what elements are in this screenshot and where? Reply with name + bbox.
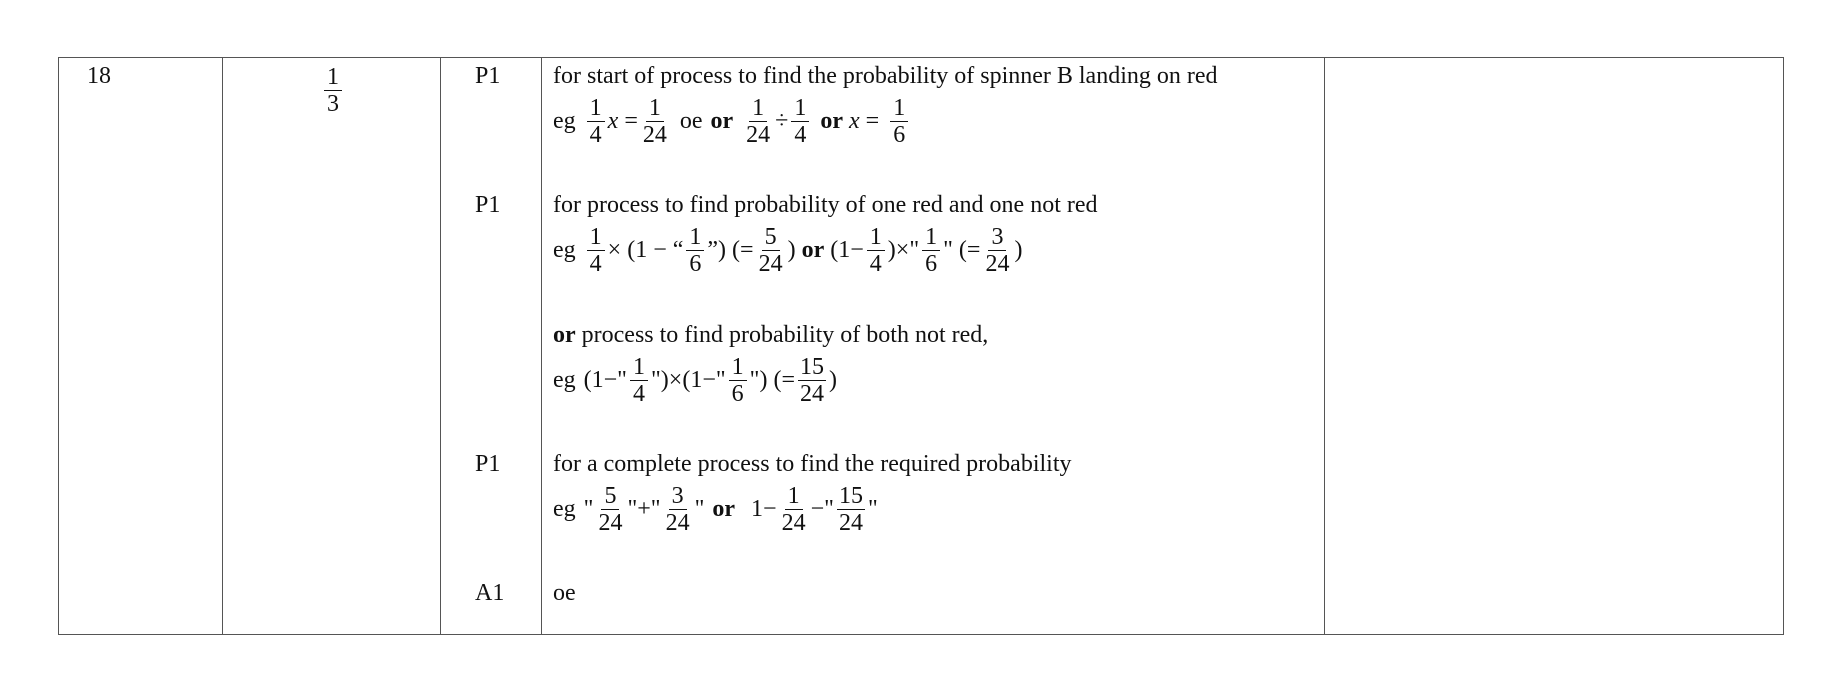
column-divider — [222, 58, 223, 634]
fraction-15-24: $\frac{15}{24}$ — [799, 353, 824, 407]
column-divider — [440, 58, 441, 634]
fraction-1-4: $\frac{1}{4}$ — [630, 354, 648, 407]
fraction-1-24: $\frac{1}{24}$ — [642, 94, 667, 148]
note-one-red-one-not: for process to find probability of one red and one not red — [553, 192, 1098, 218]
fraction-1-6: $\frac{1}{6}$ — [922, 224, 940, 277]
note-a1-oe: oe — [553, 580, 576, 606]
fraction-1-24: $\frac{1}{24}$ — [746, 94, 771, 148]
column-divider — [541, 58, 542, 634]
fraction-5-24: $\frac{5}{24}$ — [598, 482, 623, 536]
mark-p1-first: P1 — [475, 63, 501, 89]
column-divider — [1324, 58, 1325, 634]
fraction-1-4: $\frac{1}{4}$ — [791, 95, 809, 148]
answer-numerator: 1 — [324, 64, 342, 91]
working-example-4: eg " $\frac{5}{24}$ " + " $\frac{3}{24}$ " or 1− $\frac{1}{24}$ − " $\frac{15}{24}$ " — [553, 482, 878, 536]
working-example-1: eg $\frac{1}{4}$ x = $\frac{1}{24}$ oe or $\frac{1}{24}$ ÷ $\frac{1}{4}$ or x = $\frac{1}{6}$ — [553, 89, 911, 153]
fraction-1-24: $\frac{1}{24}$ — [781, 482, 806, 536]
working-example-2: eg $\frac{1}{4}$ × (1 − “ $\frac{1}{6}$ ” ) (= $\frac{5}{24}$ ) or (1− $\frac{1}{4}$ ) × " $\frac{1}{6}$ " (= $\frac{3}{24}$ ) — [553, 223, 1023, 277]
fraction-3-24: $\frac{3}{24}$ — [665, 482, 690, 536]
note-complete-process: for a complete process to find the required probability — [553, 451, 1072, 477]
question-number: 18 — [87, 63, 111, 89]
note-start-process: for start of process to find the probability of spinner B landing on red — [553, 63, 1218, 89]
var-x: x — [607, 107, 619, 134]
working-example-3: eg (1−" $\frac{1}{4}$ " ) × (1−" $\frac{1}{6}$ " ) (= $\frac{15}{24}$ ) — [553, 353, 837, 407]
fraction-1-4: $\frac{1}{4}$ — [587, 224, 605, 277]
answer — [321, 64, 345, 117]
fraction-5-24: $\frac{5}{24}$ — [758, 223, 783, 277]
fraction-1-4: $\frac{1}{4}$ — [587, 95, 605, 148]
fraction-15-24: $\frac{15}{24}$ — [838, 482, 863, 536]
mark-a1: A1 — [475, 580, 505, 606]
mark-scheme-table — [58, 57, 1784, 635]
fraction-1-6: $\frac{1}{6}$ — [729, 354, 747, 407]
fraction-1-6: $\frac{1}{6}$ — [686, 224, 704, 277]
mark-p1-third: P1 — [475, 451, 501, 477]
fraction-3-24: $\frac{3}{24}$ — [985, 223, 1010, 277]
eg-label: eg — [553, 107, 576, 134]
answer-fraction — [324, 64, 342, 117]
mark-p1-second: P1 — [475, 192, 501, 218]
answer-denominator: 3 — [327, 91, 339, 117]
fraction-1-6: $\frac{1}{6}$ — [890, 95, 908, 148]
fraction-1-4: $\frac{1}{4}$ — [867, 224, 885, 277]
note-both-not-red: or process to find probability of both not red, — [553, 322, 989, 348]
